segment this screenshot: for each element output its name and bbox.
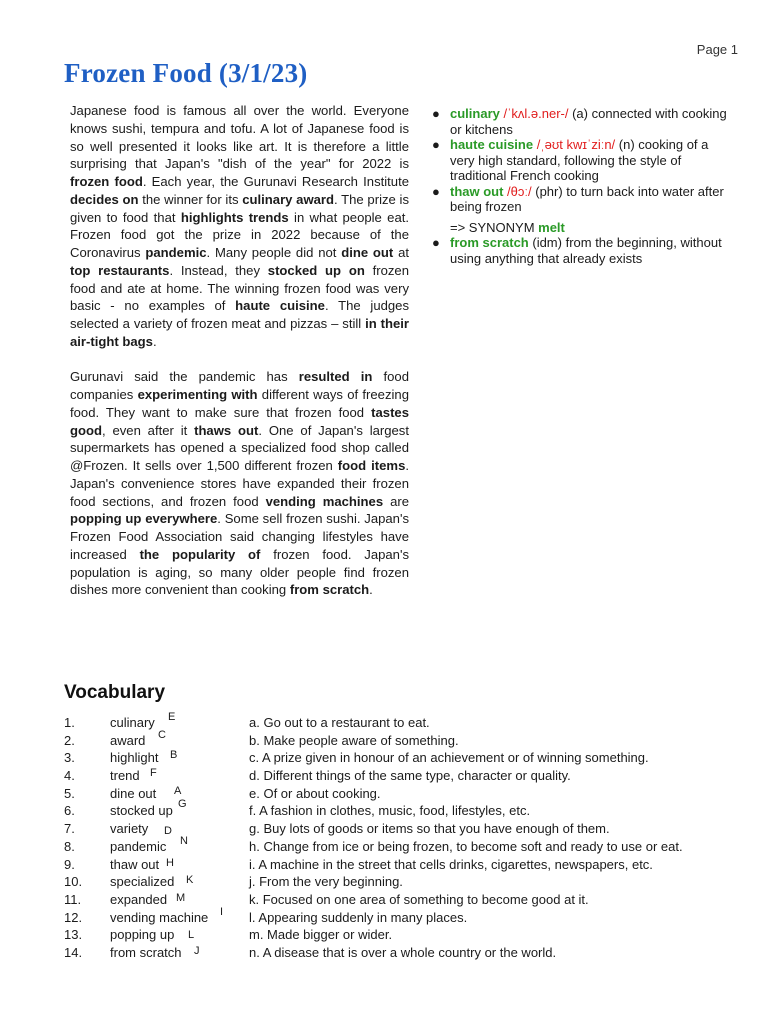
vocab-number: 4. bbox=[64, 768, 75, 784]
vocab-definition: m. Made bigger or wider. bbox=[249, 927, 393, 943]
vocab-number: 1. bbox=[64, 715, 75, 730]
glossary-definition: (idm) from the beginning, without using anything that already exists bbox=[450, 235, 722, 266]
article-body bbox=[70, 102, 409, 617]
vocab-word: from scratch bbox=[110, 944, 182, 960]
glossary-item-culinary bbox=[432, 106, 732, 137]
vocab-definition: c. A prize given in honour of an achievement or of winning something. bbox=[249, 750, 649, 766]
article-paragraph-2 bbox=[70, 368, 409, 599]
article-keyword: dine out bbox=[341, 245, 394, 260]
vocab-definition: k. Focused on one area of something to become good at it. bbox=[249, 891, 589, 907]
vocab-answer: M bbox=[176, 891, 186, 904]
article-keyword: popping up everywhere bbox=[70, 511, 218, 527]
article-keyword: from scratch bbox=[289, 582, 370, 598]
vocab-definition: i. A machine in the street that cells drinks, cigarettes, newspapers, etc. bbox=[249, 856, 653, 872]
article-text: . Instead, they bbox=[169, 262, 268, 278]
vocab-word: stocked up bbox=[110, 803, 173, 819]
vocab-word: pandemic bbox=[110, 838, 167, 854]
article-text: . Each year, the Gurunavi Research Institute bbox=[142, 174, 410, 189]
article-text: different ways of freezing food. They want to make sure that frozen food bbox=[70, 387, 409, 420]
vocab-word: highlight bbox=[110, 750, 159, 766]
article-keyword: tastes good bbox=[70, 404, 409, 438]
article-text: . The prize is given to food that bbox=[70, 191, 409, 225]
vocab-definition: d. Different things of the same type, character or quality. bbox=[249, 768, 571, 784]
vocab-row bbox=[64, 728, 744, 750]
vocab-answer: E bbox=[168, 711, 176, 723]
vocab-number: 10. bbox=[64, 874, 83, 890]
article-text: Gurunavi said the pandemic has bbox=[70, 369, 299, 385]
vocab-definition: a. Go out to a restaurant to eat. bbox=[249, 715, 430, 730]
glossary-term: haute cuisine bbox=[450, 137, 534, 152]
vocab-answer: F bbox=[150, 767, 157, 780]
vocab-row bbox=[64, 785, 744, 803]
vocab-row bbox=[64, 834, 744, 856]
bullet-icon: ● bbox=[432, 235, 440, 250]
article-text: the winner for its bbox=[138, 191, 243, 207]
article-text: . One of Japan's largest supermarkets has opened a specialized food shop called @Frozen. It sells over 1,500 different frozen bbox=[70, 422, 409, 473]
vocab-word: specialized bbox=[110, 874, 175, 890]
glossary-definition: (phr) to turn back into water after being frozen bbox=[450, 183, 724, 214]
glossary-term: culinary bbox=[450, 106, 500, 121]
vocab-word: award bbox=[110, 732, 146, 748]
article-keyword: vending machines bbox=[265, 493, 384, 509]
vocab-number: 11. bbox=[64, 891, 82, 907]
vocab-row bbox=[64, 798, 744, 820]
article-text: . Japan's convenience stores have expanded their frozen food sections, and frozen food bbox=[70, 458, 409, 509]
vocab-word: vending machine bbox=[110, 909, 209, 925]
synonym-prefix: => SYNONYM bbox=[450, 219, 539, 235]
vocab-answer: G bbox=[178, 798, 187, 811]
vocab-word: variety bbox=[110, 821, 149, 837]
article-keyword: the popularity of bbox=[139, 546, 261, 562]
vocab-answer: N bbox=[180, 834, 188, 847]
article-keyword: decides on bbox=[70, 191, 139, 207]
vocab-word: culinary bbox=[110, 715, 155, 730]
vocab-number: 8. bbox=[64, 838, 75, 854]
glossary-pronunciation: /ˌəʊt kwɪˈziːn/ bbox=[533, 137, 616, 152]
vocab-definition: j. From the very beginning. bbox=[249, 874, 403, 890]
vocab-number: 9. bbox=[64, 856, 75, 872]
vocab-word: thaw out bbox=[110, 856, 160, 872]
article-keyword: frozen food bbox=[70, 174, 143, 189]
vocab-number: 13. bbox=[64, 927, 83, 943]
bullet-icon: ● bbox=[432, 137, 440, 152]
vocab-row bbox=[64, 891, 744, 909]
vocab-row bbox=[64, 856, 744, 874]
vocab-answer: K bbox=[186, 874, 194, 887]
page-number: Page 1 bbox=[696, 42, 738, 57]
article-text: frozen food and ate at home. The winning frozen food was very basic - no examples of bbox=[70, 262, 409, 314]
article-keyword: in their air-tight bags bbox=[70, 316, 409, 349]
bullet-icon: ● bbox=[432, 183, 440, 199]
vocab-row bbox=[64, 873, 744, 891]
article-text: . bbox=[369, 582, 373, 598]
article-keyword: haute cuisine bbox=[235, 298, 325, 314]
glossary-term: thaw out bbox=[450, 183, 504, 199]
vocab-row bbox=[64, 711, 744, 732]
glossary-pronunciation: /ˈkʌl.ə.ner-/ bbox=[499, 106, 569, 121]
glossary-item-thaw-out bbox=[432, 184, 732, 215]
vocab-number: 2. bbox=[64, 732, 75, 748]
vocab-number: 7. bbox=[64, 821, 75, 837]
article-text: . bbox=[152, 333, 157, 349]
vocab-definition: n. A disease that is over a whole country or the world. bbox=[249, 944, 557, 960]
article-text: . Many people did not bbox=[206, 245, 342, 260]
article-text: at bbox=[393, 245, 410, 260]
article-text: , even after it bbox=[102, 422, 195, 438]
vocab-number: 12. bbox=[64, 909, 83, 925]
vocab-word: expanded bbox=[110, 891, 168, 907]
article-keyword: pandemic bbox=[145, 245, 207, 260]
vocab-row bbox=[64, 820, 744, 838]
vocab-number: 3. bbox=[64, 750, 75, 766]
vocab-definition: e. Of or about cooking. bbox=[249, 785, 381, 801]
vocab-row bbox=[64, 749, 744, 767]
vocabulary-list bbox=[64, 711, 744, 962]
article-text: . The judges selected a variety of frozen meat and pizzas – still bbox=[70, 298, 410, 331]
vocab-answer: B bbox=[170, 749, 178, 762]
vocab-definition: h. Change from ice or being frozen, to become soft and ready to use or eat. bbox=[249, 838, 683, 854]
vocab-number: 6. bbox=[64, 803, 75, 819]
bullet-icon: ● bbox=[432, 106, 440, 121]
vocab-answer: L bbox=[188, 929, 195, 942]
glossary-item-from-scratch bbox=[432, 235, 732, 266]
glossary-definition: (n) cooking of a very high standard, following the style of traditional French cooking bbox=[450, 137, 709, 183]
article-keyword: resulted in bbox=[298, 369, 373, 385]
article-keyword: stocked up on bbox=[267, 262, 365, 278]
article-text: in what people eat. Frozen food got the prize in 2022 because of the Coronavirus bbox=[70, 209, 410, 260]
vocab-answer: D bbox=[164, 825, 172, 838]
article-keyword: top restaurants bbox=[70, 262, 170, 278]
vocab-definition: f. A fashion in clothes, music, food, lifestyles, etc. bbox=[249, 803, 531, 819]
article-text: . Some sell frozen sushi. Japan's Frozen Food Association said changing lifestyles have increased bbox=[70, 511, 409, 562]
glossary-synonym bbox=[432, 220, 732, 236]
article-keyword: highlights trends bbox=[180, 209, 289, 225]
vocab-number: 5. bbox=[64, 785, 75, 801]
vocab-word: trend bbox=[110, 768, 140, 784]
vocab-row bbox=[64, 944, 744, 962]
page-title: Frozen Food (3/1/23) bbox=[64, 58, 308, 88]
article-text: food companies bbox=[70, 369, 409, 402]
article-paragraph-1 bbox=[70, 102, 409, 351]
article-keyword: thaws out bbox=[194, 422, 259, 438]
glossary-term: from scratch bbox=[450, 235, 529, 250]
vocab-definition: b. Make people aware of something. bbox=[249, 732, 459, 748]
glossary-list bbox=[432, 106, 732, 266]
vocabulary-heading: Vocabulary bbox=[64, 682, 166, 703]
vocab-number: 14. bbox=[64, 944, 83, 960]
vocab-row bbox=[64, 767, 744, 785]
article-text: Japanese food is famous all over the world. Everyone knows sushi, tempura and tofu. A lot of Japanese food is so well presented it looks like art. It is therefore a little surprising that Japan's "dish of the year" for 2022 is bbox=[70, 103, 409, 172]
vocab-word: popping up bbox=[110, 927, 175, 943]
article-text: are bbox=[383, 493, 409, 509]
article-keyword: culinary award bbox=[242, 191, 335, 207]
vocab-row bbox=[64, 905, 744, 927]
vocab-definition: g. Buy lots of goods or items so that you have enough of them. bbox=[249, 821, 610, 837]
vocab-word: dine out bbox=[110, 785, 157, 801]
glossary-item-haute-cuisine bbox=[432, 137, 732, 184]
vocab-answer: H bbox=[166, 856, 174, 869]
vocab-answer: I bbox=[220, 905, 224, 918]
vocab-answer: A bbox=[174, 784, 182, 797]
vocab-row bbox=[64, 926, 744, 944]
article-keyword: food items bbox=[337, 458, 406, 473]
synonym-word: melt bbox=[538, 219, 565, 235]
glossary-definition: (a) connected with cooking or kitchens bbox=[450, 106, 727, 137]
vocab-answer: C bbox=[158, 728, 166, 741]
article-text: frozen food. Japan's population is aging, so many older people find frozen dishes more convenient than cooking bbox=[70, 546, 409, 598]
vocab-definition: l. Appearing suddenly in many places. bbox=[249, 909, 468, 925]
glossary-pronunciation: /θɔː/ bbox=[503, 183, 532, 199]
vocab-answer: J bbox=[194, 944, 200, 957]
article-keyword: experimenting with bbox=[137, 387, 258, 402]
